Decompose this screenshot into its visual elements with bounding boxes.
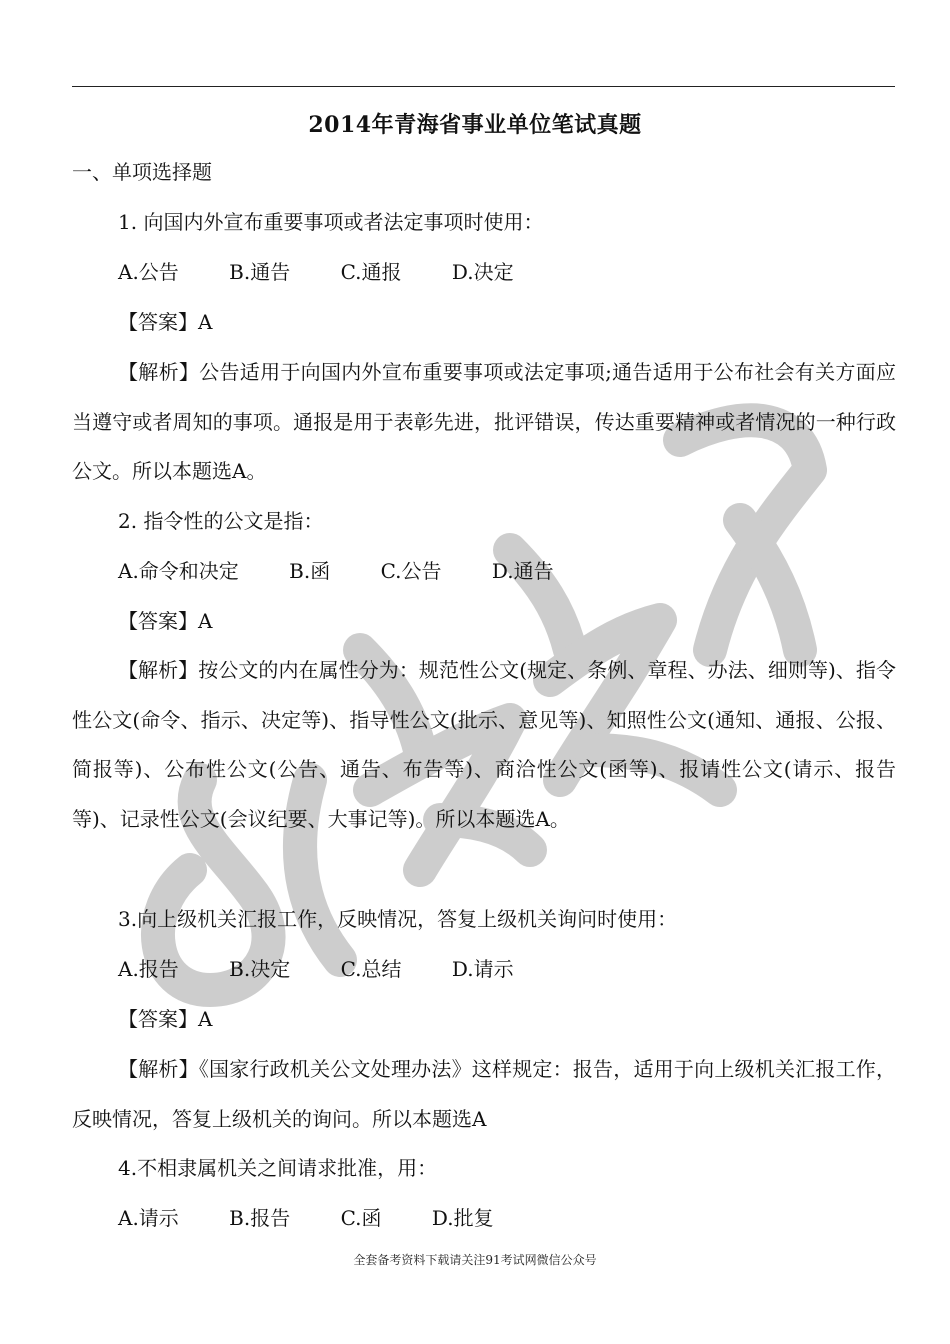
document-title: 2014年青海省事业单位笔试真题 — [308, 112, 642, 138]
option: C.函 — [340, 1206, 382, 1230]
option: B.决定 — [229, 957, 291, 981]
option: A.请示 — [118, 1206, 179, 1230]
option: D.批复 — [431, 1206, 494, 1230]
option: B.函 — [289, 559, 331, 583]
option: D.决定 — [451, 260, 514, 284]
option: B.报告 — [229, 1206, 291, 1230]
question-4-options — [118, 1203, 494, 1233]
option: C.通报 — [340, 260, 402, 284]
question-3-stem: 3.向上级机关汇报工作，反映情况，答复上级机关询问时使用： — [118, 907, 678, 931]
option: C.公告 — [380, 559, 442, 583]
option: A.报告 — [118, 957, 179, 981]
question-2-options — [118, 556, 554, 586]
question-1-stem: 1. 向国内外宣布重要事项或者法定事项时使用： — [118, 210, 544, 234]
question-2-answer: 【答案】A — [118, 609, 213, 633]
option: A.公告 — [118, 260, 179, 284]
question-1-answer: 【答案】A — [118, 310, 213, 334]
option: A.命令和决定 — [118, 559, 239, 583]
question-2-stem: 2. 指令性的公文是指： — [118, 509, 324, 533]
question-3-options — [118, 954, 514, 984]
option: D.通告 — [491, 559, 554, 583]
option: B.通告 — [229, 260, 291, 284]
section-heading: 一、单项选择题 — [72, 160, 212, 184]
question-1-analysis: 【解析】公告适用于向国内外宣布重要事项或法定事项;通告适用于公布社会有关方面应当遵守或者周知的事项。通报是用于表彰先进，批评错误，传达重要精神或者情况的一种行政公文。所以本题选A。 — [72, 360, 896, 484]
question-4-stem: 4.不相隶属机关之间请求批准，用： — [118, 1156, 438, 1180]
option: D.请示 — [451, 957, 514, 981]
question-1-options — [118, 257, 514, 287]
question-3-analysis: 【解析】《国家行政机关公文处理办法》这样规定：报告，适用于向上级机关汇报工作，反映情况，答复上级机关的询问。所以本题选A — [72, 1057, 896, 1131]
question-2-analysis: 【解析】按公文的内在属性分为：规范性公文(规定、条例、章程、办法、细则等)、指令性公文(命令、指示、决定等)、指导性公文(批示、意见等)、知照性公文(通知、通报、公报、简报等)、公布性公文(公告、通告、布告等)、商洽性公文(函等)、报请性公文(请示、报告等)、记录性公文(会议纪要、大事记等)。所以本题选A。 — [72, 658, 896, 832]
page-footer: 全套备考资料下载请关注91考试网微信公众号 — [353, 1253, 597, 1267]
question-3-answer: 【答案】A — [118, 1007, 213, 1031]
option: C.总结 — [340, 957, 402, 981]
header-rule — [72, 86, 895, 87]
